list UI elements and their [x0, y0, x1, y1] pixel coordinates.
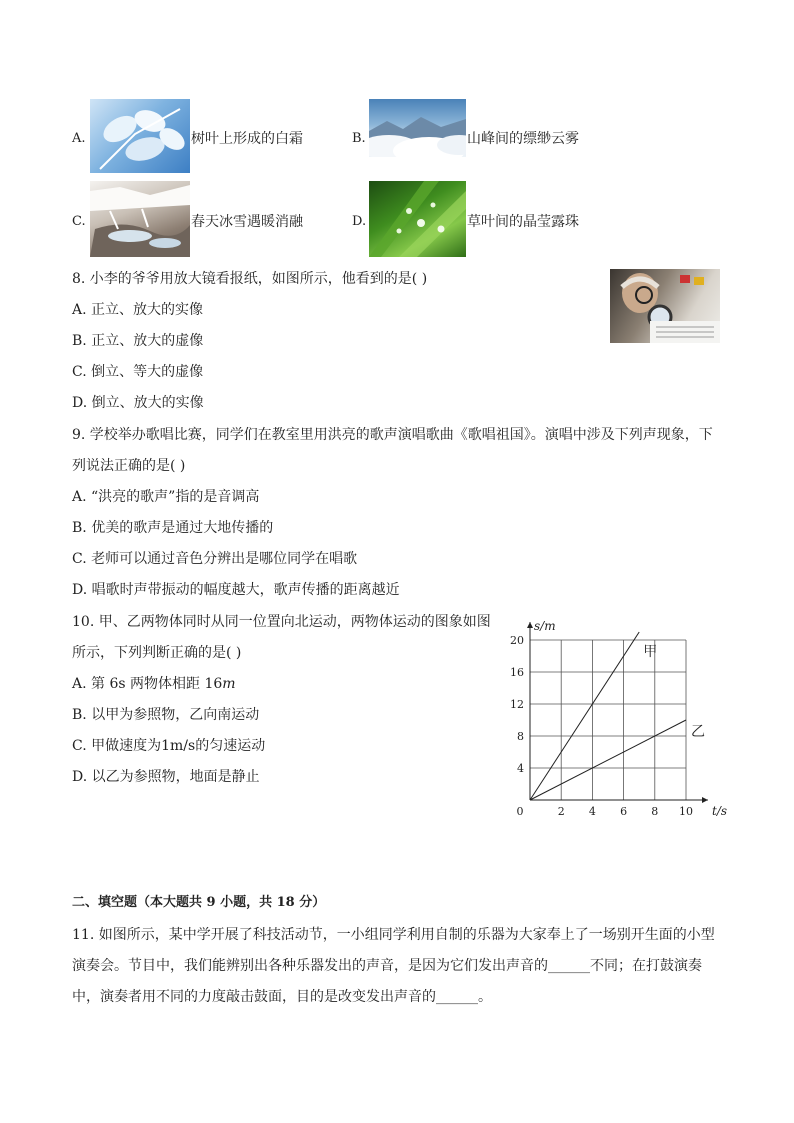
mountain-clouds-photo-icon	[369, 99, 466, 173]
q11-line2: 演奏会。节目中，我们能辨别出各种乐器发出的声音，是因为它们发出声音的______不同；在打鼓演奏	[72, 958, 702, 974]
y-tick-label: 8	[517, 730, 524, 743]
magnifier-newspaper-photo-icon	[610, 269, 720, 343]
x-tick-label: 0	[516, 805, 524, 818]
y-tick-label: 12	[510, 698, 524, 711]
q10-option-a-unit: m	[222, 676, 236, 692]
x-tick-label: 6	[620, 805, 628, 818]
y-tick-label: 20	[510, 634, 524, 647]
section-2-heading: 二、填空题（本大题共 9 小题，共 18 分）	[72, 895, 326, 910]
x-tick-label: 4	[588, 805, 596, 818]
q11-line1: 11. 如图所示，某中学开展了科技活动节，一小组同学利用自制的乐器为大家奉上了一场别开生面的小型	[72, 927, 715, 943]
q10-option-a	[72, 674, 236, 694]
option-text: 树叶上形成的白霜	[191, 131, 303, 147]
x-tick-label: 8	[651, 805, 659, 818]
option-label: A.	[72, 131, 86, 146]
q8-option-b: B. 正立、放大的虚像	[72, 333, 204, 349]
chart-series	[530, 632, 686, 800]
x-axis-label: t/s	[712, 804, 728, 818]
q11-line3: 中，演奏者用不同的力度敲击鼓面，目的是改变发出声音的______。	[72, 989, 492, 1005]
option-text: 草叶间的晶莹露珠	[467, 214, 579, 230]
series-name-label: 甲	[643, 644, 658, 660]
q9-stem-line2: 列说法正确的是( )	[72, 458, 186, 474]
q9-option-a: A. “洪亮的歌声”指的是音调高	[72, 489, 260, 505]
y-axis-label: s/m	[534, 619, 556, 633]
x-axis-arrow	[702, 797, 708, 803]
q10-option-a-time: 6s	[109, 676, 126, 692]
y-axis-arrow	[527, 622, 533, 628]
q9-option-d: D. 唱歌时声带振动的幅度越大，歌声传播的距离越近	[72, 582, 400, 598]
q8-option-c: C. 倒立、等大的虚像	[72, 364, 204, 380]
option-label: D.	[352, 214, 367, 229]
q9-option-c: C. 老师可以通过音色分辨出是哪位同学在唱歌	[72, 551, 358, 567]
q10-option-b: B. 以甲为参照物，乙向南运动	[72, 707, 260, 723]
option-label: C.	[72, 214, 86, 229]
q8-stem: 8. 小李的爷爷用放大镜看报纸，如图所示，他看到的是( )	[72, 271, 428, 287]
q10-option-d: D. 以乙为参照物，地面是静止	[72, 769, 260, 785]
s-t-chart	[500, 610, 730, 825]
q9-stem-line1: 9. 学校举办歌唱比赛，同学们在教室里用洪亮的歌声演唱歌曲《歌唱祖国》。演唱中涉及下列声现象，下	[72, 427, 713, 443]
option-text: 春天冰雪遇暖消融	[191, 214, 303, 230]
dew-grass-photo-icon	[369, 181, 466, 257]
series-name-label: 乙	[691, 724, 705, 740]
chart-labels	[510, 619, 727, 818]
x-tick-label: 10	[679, 805, 693, 818]
q10-stem-line1: 10. 甲、乙两物体同时从同一位置向北运动，两物体运动的图象如图	[72, 614, 491, 630]
q8-option-d: D. 倒立、放大的实像	[72, 395, 204, 411]
melting-snow-photo-icon	[90, 181, 190, 257]
y-tick-label: 16	[510, 666, 524, 679]
series-line-yi	[530, 720, 686, 800]
q10-option-c: C. 甲做速度为1m/s的匀速运动	[72, 738, 266, 754]
q9-option-b: B. 优美的歌声是通过大地传播的	[72, 520, 274, 536]
q10-option-a-mid: 两物体相距	[125, 676, 205, 692]
option-label: B.	[352, 131, 366, 146]
x-tick-label: 2	[557, 805, 565, 818]
y-tick-label: 4	[517, 762, 524, 775]
q10-stem-line2: 所示，下列判断正确的是( )	[72, 645, 242, 661]
chart-grid	[527, 622, 708, 803]
q8-option-a: A. 正立、放大的实像	[72, 302, 204, 318]
frost-leaves-photo-icon	[90, 99, 190, 173]
q10-option-a-prefix: A. 第	[72, 676, 110, 692]
series-line-jia	[530, 632, 639, 800]
q10-option-a-distance: 16	[204, 676, 223, 692]
option-text: 山峰间的缥缈云雾	[467, 131, 579, 147]
